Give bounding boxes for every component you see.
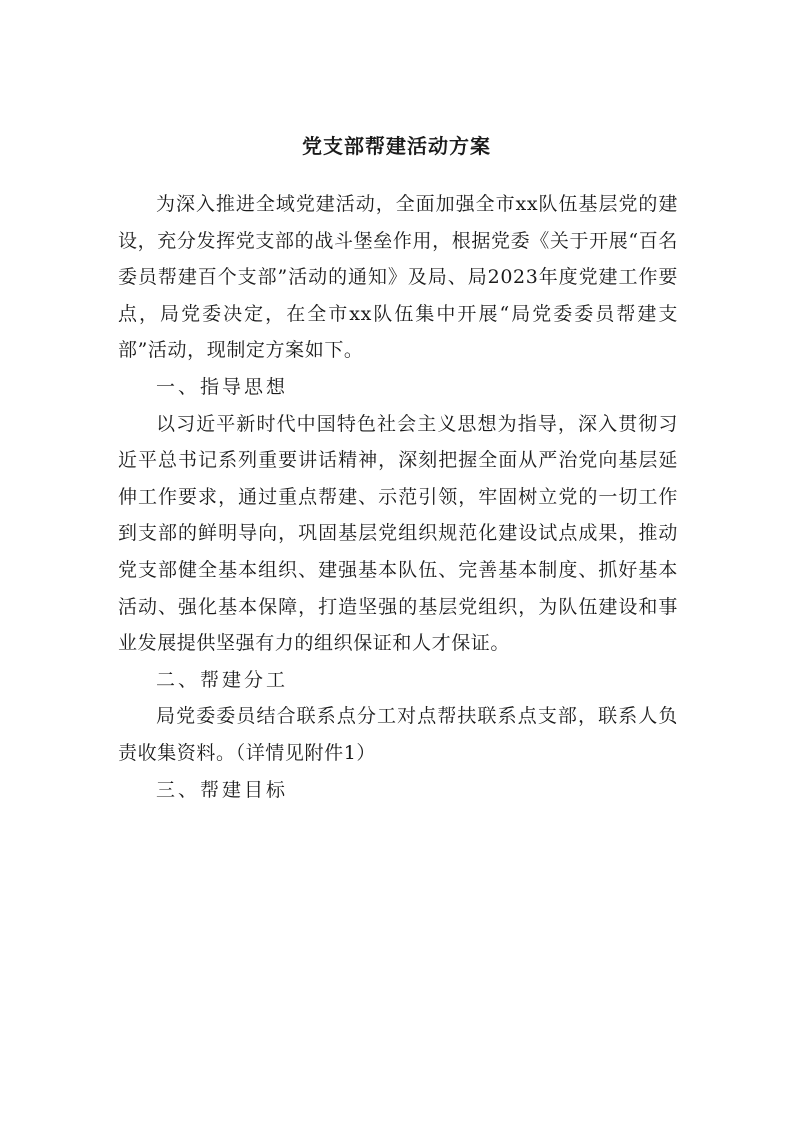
document-body <box>118 186 678 808</box>
section-heading-guiding-ideology: 一、指导思想 <box>156 375 289 398</box>
section-body-guiding-ideology: 以习近平新时代中国特色社会主义思想为指导，深入贯彻习近平总书记系列重要讲话精神，深刻把握全面从严治党向基层延伸工作要求，通过重点帮建、示范引领，牢固树立党的一切工作到支部的鲜明导向，巩固基层党组织规范化建设试点成果，推动党支部健全基本组织、建强基本队伍、完善基本制度、抓好基本活动、强化基本保障，打造坚强的基层党组织，为队伍建设和事业发展提供坚强有力的组织保证和人才保证。 <box>118 412 678 655</box>
intro-paragraph: 为深入推进全域党建活动，全面加强全市xx队伍基层党的建设，充分发挥党支部的战斗堡垒作用，根据党委《关于开展“百名委员帮建百个支部”活动的通知》及局、局2023年度党建工作要点，局党委决定，在全市xx队伍集中开展“局党委委员帮建支部”活动，现制定方案如下。 <box>118 193 678 362</box>
section-heading-division-of-work: 二、帮建分工 <box>156 668 289 691</box>
document-title: 党支部帮建活动方案 <box>302 134 491 158</box>
section-body-division-of-work: 局党委委员结合联系点分工对点帮扶联系点支部，联系人负责收集资料。（详情见附件1） <box>118 705 678 764</box>
section-heading-goals: 三、帮建目标 <box>156 778 289 801</box>
